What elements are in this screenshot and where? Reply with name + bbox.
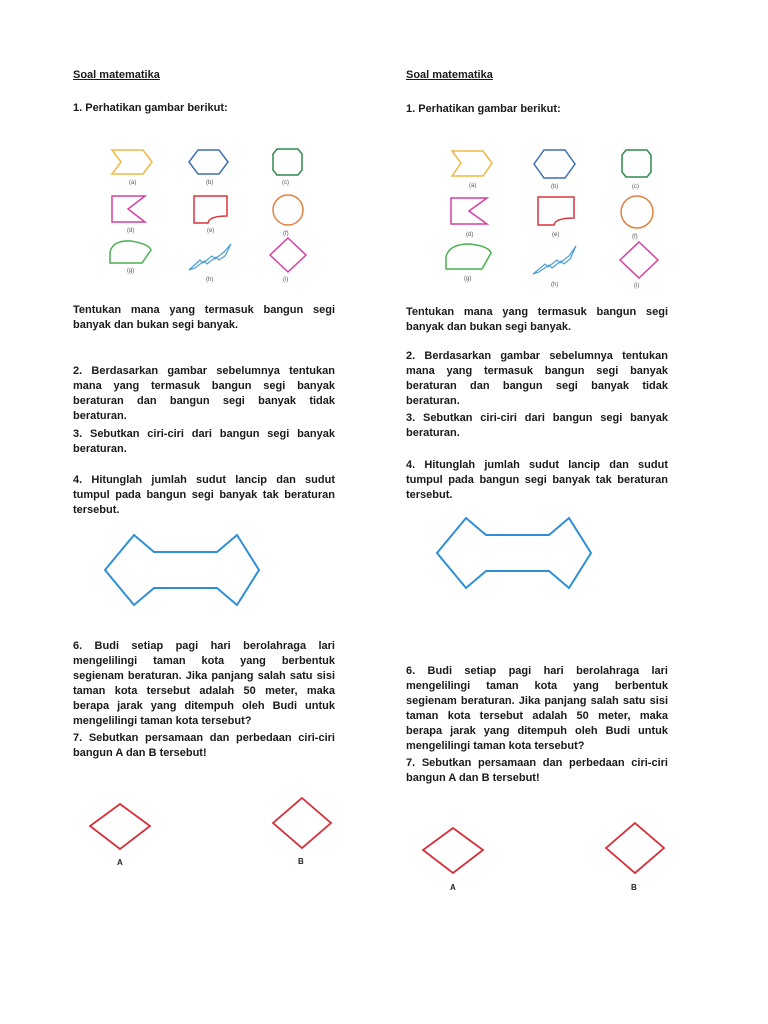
rhombus-a-label: A <box>117 858 123 867</box>
question-7: 7. Sebutkan persamaan dan perbedaan ciri-ciri bangun A dan B tersebut! <box>406 757 668 784</box>
shape-f-label: (f) <box>283 231 289 237</box>
shape-e-label: (e) <box>207 228 215 234</box>
shape-e <box>538 197 574 225</box>
question-3: 3. Sebutkan ciri-ciri dari bangun segi banyak beraturan. <box>406 412 668 439</box>
shape-d-label: (d) <box>127 228 135 234</box>
rhombus-b-label: B <box>631 883 637 892</box>
shape-i-label: (i) <box>634 283 640 289</box>
shape-a-label: (a) <box>129 180 137 186</box>
shape-b-label: (b) <box>551 184 559 190</box>
shape-g-label: (g) <box>127 268 135 274</box>
shape-h-label: (h) <box>206 277 214 283</box>
shape-h-label: (h) <box>551 282 559 288</box>
shape-d <box>112 196 145 222</box>
rhombus-b-label: B <box>298 857 304 866</box>
shape-g <box>110 241 151 263</box>
shape-c <box>622 150 651 177</box>
shape-b-label: (b) <box>206 180 214 186</box>
shape-e <box>194 196 227 223</box>
shape-c-label: (c) <box>282 180 289 186</box>
shape-h <box>189 244 231 270</box>
polygon-shapes-figure <box>105 144 315 283</box>
question-2: 2. Berdasarkan gambar sebelumnya tentukan mana yang termasuk bangun segi banyak beraturan dan bangun segi banyak tidak beraturan. <box>73 365 335 422</box>
shape-e-label: (e) <box>552 232 560 238</box>
rhombus-b <box>273 798 331 848</box>
question-2: 2. Berdasarkan gambar sebelumnya tentukan mana yang termasuk bangun segi banyak beraturan dan bangun segi banyak tidak beraturan. <box>406 350 668 407</box>
shape-c-label: (c) <box>632 184 639 190</box>
shape-b <box>189 150 228 174</box>
shape-a <box>112 150 152 174</box>
shape-d <box>451 198 487 224</box>
worksheet-title: Soal matematika <box>406 69 493 81</box>
shape-b <box>534 150 575 178</box>
shape-a-label: (a) <box>469 183 477 189</box>
question-4: 4. Hitunglah jumlah sudut lancip dan sudut tumpul pada bangun segi banyak tak beraturan tersebut. <box>406 459 668 501</box>
question-6: 6. Budi setiap pagi hari berolahraga lari mengelilingi taman kota yang berbentuk segienam beraturan. Jika panjang salah satu sisi taman kota tersebut adalah 50 meter, maka berapa jarak yang ditempuh oleh Budi untuk mengelilingi taman kota tersebut? <box>73 640 335 727</box>
question-1-instruction: Tentukan mana yang termasuk bangun segi banyak dan bukan segi banyak. <box>406 306 668 333</box>
shape-f-label: (f) <box>632 234 638 240</box>
rhombus-figure <box>420 822 670 896</box>
shape-g <box>446 244 491 269</box>
shape-i-label: (i) <box>283 277 289 283</box>
question-3: 3. Sebutkan ciri-ciri dari bangun segi banyak beraturan. <box>73 428 335 455</box>
shape-f <box>621 196 653 228</box>
worksheet-title: Soal matematika <box>73 69 160 81</box>
rhombus-b <box>606 823 664 873</box>
shape-a <box>452 151 492 176</box>
shape-g-label: (g) <box>464 276 472 282</box>
question-1: 1. Perhatikan gambar berikut: <box>406 103 561 115</box>
question-4: 4. Hitunglah jumlah sudut lancip dan sudut tumpul pada bangun segi banyak tak beraturan tersebut. <box>73 474 335 516</box>
shape-c <box>273 149 302 175</box>
shape-d-label: (d) <box>466 232 474 238</box>
shape-h <box>533 246 576 274</box>
question-6: 6. Budi setiap pagi hari berolahraga lari mengelilingi taman kota yang berbentuk segienam beraturan. Jika panjang salah satu sisi taman kota tersebut adalah 50 meter, maka berapa jarak yang ditempuh oleh Budi untuk mengelilingi taman kota tersebut? <box>406 665 668 752</box>
dogbone-polygon <box>105 533 265 608</box>
rhombus-a <box>423 828 483 873</box>
polygon-shapes-figure <box>445 144 655 289</box>
dogbone-polygon <box>437 516 597 591</box>
question-7: 7. Sebutkan persamaan dan perbedaan ciri-ciri bangun A dan B tersebut! <box>73 732 335 759</box>
rhombus-a-label: A <box>450 883 456 892</box>
question-1-instruction: Tentukan mana yang termasuk bangun segi banyak dan bukan segi banyak. <box>73 304 335 331</box>
rhombus-figure <box>87 798 337 870</box>
shape-i <box>620 242 658 278</box>
question-1: 1. Perhatikan gambar berikut: <box>73 102 228 114</box>
shape-i <box>270 238 306 272</box>
rhombus-a <box>90 804 150 849</box>
shape-f <box>273 195 303 225</box>
